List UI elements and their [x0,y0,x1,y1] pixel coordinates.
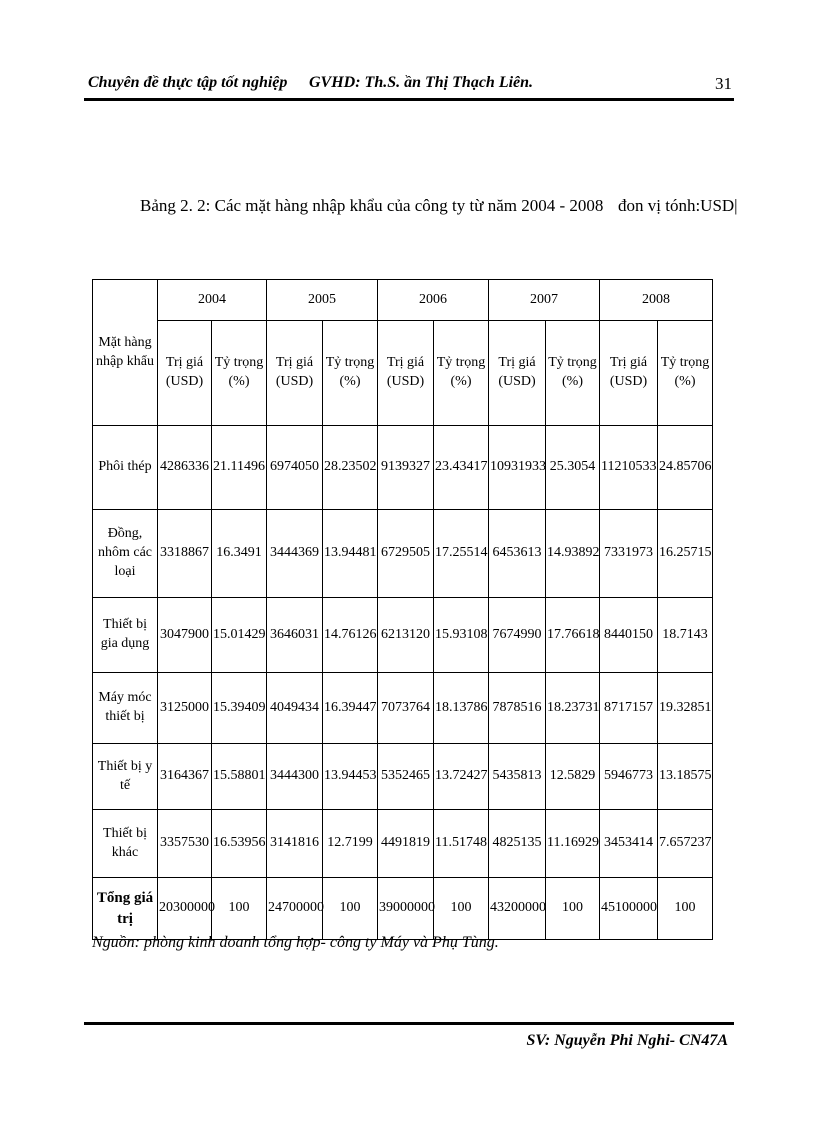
table-row [93,426,713,510]
share-header: Tỷ trọng (%) [434,321,489,426]
value-cell: 3141816 [267,810,323,878]
value-cell: 6453613 [489,510,546,598]
share-cell: 18.13786 [434,673,489,744]
share-cell: 17.25514 [434,510,489,598]
item-label: Thiết bị y tế [93,744,158,810]
share-cell: 25.3054 [546,426,600,510]
share-cell: 21.11496 [212,426,267,510]
supervisor-name: GVHD: Th.S. ần Thị Thạch Liên. [309,74,534,91]
item-label: Tổng giá trị [93,878,158,940]
value-cell: 6213120 [378,598,434,673]
share-cell: 12.7199 [323,810,378,878]
share-cell: 17.76618 [546,598,600,673]
share-cell: 19.32851 [658,673,713,744]
value-cell: 3646031 [267,598,323,673]
value-cell: 6729505 [378,510,434,598]
value-cell: 24700000 [267,878,323,940]
value-cell: 3453414 [600,810,658,878]
year-header-row [93,280,713,321]
value-cell: 10931933 [489,426,546,510]
share-cell: 11.16929 [546,810,600,878]
item-label: Đồng, nhôm các loại [93,510,158,598]
value-cell: 4825135 [489,810,546,878]
share-cell: 11.51748 [434,810,489,878]
share-header: Tỷ trọng (%) [323,321,378,426]
share-cell: 14.76126 [323,598,378,673]
table-caption: Bảng 2. 2: Các mặt hàng nhập khẩu của công ty từ năm 2004 - 2008 [140,196,604,215]
share-cell: 13.94481 [323,510,378,598]
item-label: Thiết bị gia dụng [93,598,158,673]
value-header: Trị giá (USD) [378,321,434,426]
footer-rule [84,1022,734,1025]
value-cell: 3357530 [158,810,212,878]
header-rule [84,98,734,101]
share-cell: 100 [434,878,489,940]
value-header: Trị giá (USD) [267,321,323,426]
share-cell: 15.39409 [212,673,267,744]
share-cell: 15.01429 [212,598,267,673]
year-header: 2004 [158,280,267,321]
share-cell: 16.53956 [212,810,267,878]
value-cell: 9139327 [378,426,434,510]
import-table [92,279,713,940]
share-cell: 18.7143 [658,598,713,673]
share-cell: 100 [546,878,600,940]
share-header: Tỷ trọng (%) [212,321,267,426]
share-cell: 23.43417 [434,426,489,510]
value-cell: 11210533 [600,426,658,510]
share-cell: 16.25715 [658,510,713,598]
table-row [93,598,713,673]
table-row [93,673,713,744]
sub-header-row [93,321,713,426]
value-cell: 4049434 [267,673,323,744]
page-number: 31 [715,74,732,93]
value-cell: 3164367 [158,744,212,810]
value-cell: 3047900 [158,598,212,673]
value-cell: 7878516 [489,673,546,744]
table-row [93,744,713,810]
table-row [93,810,713,878]
item-label: Phôi thép [93,426,158,510]
year-header: 2006 [378,280,489,321]
share-cell: 100 [212,878,267,940]
share-cell: 24.85706 [658,426,713,510]
student-footer: SV: Nguyễn Phi Nghi- CN47A [526,1032,728,1049]
year-header: 2007 [489,280,600,321]
table-row [93,510,713,598]
share-cell: 13.72427 [434,744,489,810]
share-cell: 28.23502 [323,426,378,510]
value-cell: 3318867 [158,510,212,598]
share-cell: 13.18575 [658,744,713,810]
year-header: 2005 [267,280,378,321]
value-cell: 8440150 [600,598,658,673]
item-label: Máy móc thiết bị [93,673,158,744]
share-cell: 15.93108 [434,598,489,673]
share-cell: 18.23731 [546,673,600,744]
page-header [84,72,734,98]
total-row [93,878,713,940]
value-cell: 8717157 [600,673,658,744]
value-cell: 20300000 [158,878,212,940]
share-cell: 16.39447 [323,673,378,744]
share-cell: 14.93892 [546,510,600,598]
document-title: Chuyên đề thực tập tốt nghiệp [88,74,288,91]
value-header: Trị giá (USD) [489,321,546,426]
share-cell: 13.94453 [323,744,378,810]
value-cell: 7674990 [489,598,546,673]
value-cell: 5946773 [600,744,658,810]
source-note: Nguồn: phòng kinh doanh tổng hợp- công ty Máy và Phụ Tùng. [92,934,499,951]
row-header: Mặt hàng nhập khẩu [93,280,158,426]
share-header: Tỷ trọng (%) [546,321,600,426]
share-cell: 15.58801 [212,744,267,810]
value-cell: 4286336 [158,426,212,510]
value-cell: 4491819 [378,810,434,878]
value-cell: 3125000 [158,673,212,744]
value-cell: 5352465 [378,744,434,810]
value-cell: 45100000 [600,878,658,940]
value-cell: 3444369 [267,510,323,598]
share-cell: 100 [658,878,713,940]
share-cell: 100 [323,878,378,940]
year-header: 2008 [600,280,713,321]
value-header: Trị giá (USD) [600,321,658,426]
value-header: Trị giá (USD) [158,321,212,426]
value-cell: 7331973 [600,510,658,598]
value-cell: 3444300 [267,744,323,810]
share-cell: 7.657237 [658,810,713,878]
share-cell: 12.5829 [546,744,600,810]
value-cell: 43200000 [489,878,546,940]
value-cell: 7073764 [378,673,434,744]
item-label: Thiết bị khác [93,810,158,878]
value-cell: 39000000 [378,878,434,940]
share-header: Tỷ trọng (%) [658,321,713,426]
value-cell: 6974050 [267,426,323,510]
unit-label: đon vị tónh:USD| [618,196,738,215]
value-cell: 5435813 [489,744,546,810]
share-cell: 16.3491 [212,510,267,598]
